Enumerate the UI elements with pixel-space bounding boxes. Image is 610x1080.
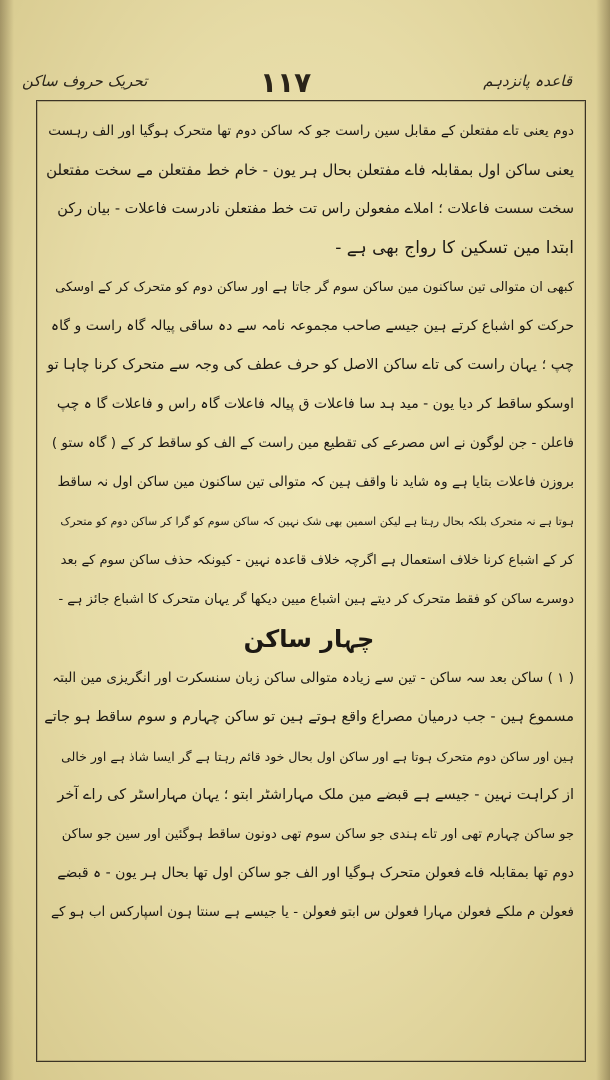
running-header-left: تحریک حروف ساکن (22, 72, 148, 90)
text-line: دوم تھا بمقابلہ فاے فعولن متحرک ہوگیا اور الف جو ساکن اول تھا بحال ہر یون - ہ قبضے (57, 865, 574, 881)
text-line: فاعلن - جن لوگون نے اس مصرعے کی تقطیع مین راست کے الف کو ساقط کر کے ( گاہ ستو ) (51, 435, 574, 451)
running-header-right: قاعدہ پانزدہم (483, 72, 572, 90)
text-line: سخت سست فاعلات ؛ املاے مفعولن راس تت خط مفتعلن نادرست فاعلات - بیان رکن (57, 201, 574, 217)
text-line: یعنی ساکن اول بمقابلہ فاے مفتعلن بحال ہر یون - خام خط مفتعلن مے سخت مفتعلن (46, 161, 574, 179)
body-text (44, 112, 574, 932)
text-line: ہین اور ساکن دوم متحرک ہوتا ہے اور ساکن اول بحال خود قائم رہتا ہے گر ایسا شاذ ہے اور خالی (61, 749, 574, 764)
text-line: چپ ؛ یہان راست کی تاے ساکن الاصل کو حرف عطف کی وجہ سے متحرک کرنا چاہا تو (47, 357, 574, 373)
text-line: دوم یعنی تاے مفتعلن کے مقابل سین راست جو کہ ساکن دوم تھا متحرک ہوگیا اور الف رہست (48, 123, 574, 139)
text-line: حرکت کو اشباع کرتے ہین جیسے صاحب مجموعہ نامہ سے دہ ساقی پیالہ گاہ راست و گاہ (50, 318, 574, 334)
text-line: بروزن فاعلات بتایا ہے وہ شاید نا واقف ہین کہ متوالی تین ساکنون مین ساکن اول نہ ساقط (57, 474, 574, 490)
page-edge-shadow-left (0, 0, 14, 1080)
page-edge-shadow-right (596, 0, 610, 1080)
text-line: جو ساکن چہارم تھی اور تاے ہندی جو ساکن سوم تھی دونون ساقط ہوگئین اور سین جو ساکن (61, 827, 574, 842)
text-line: از کراہت نہین - جیسے ہے قبضے مین ملک مہاراشٹر ابتو ؛ یہان مہاراسٹر کی راے آخر (57, 787, 574, 803)
text-line: ابتدا مین تسکین کا رواج بھی ہے - (335, 238, 574, 258)
text-line: فعولن م ملکے فعولن مہارا فعولن س ابتو فعولن - یا جیسے ہے سنتا ہون اسپارکس اب ہو کے (51, 904, 574, 920)
text-line: اوسکو ساقط کر دیا یون - مید ہد سا فاعلات ق پیالہ فاعلات گاہ راس و فاعلات گا ہ چپ (56, 396, 574, 412)
text-line: دوسرے ساکن کو فقط متحرک کر دیتے ہین اشباع میین دیکھا گر یہان متحرک کا اشباع جائز ہے - (58, 592, 574, 607)
text-line: کر کے اشباع کرنا خلاف استعمال ہے اگرچہ خلاف قاعدہ نہین - کیونکہ حذف ساکن سوم کے بعد (60, 553, 574, 568)
page-number: ۱۱۷ (260, 66, 312, 99)
text-line: کبھی ان متوالی تین ساکنون مین ساکن سوم گر جاتا ہے اور ساکن دوم کو متحرک کر کے اوسکی (55, 280, 574, 295)
text-line: ( ۱ ) ساکن بعد سہ ساکن - تین سے زیادہ متوالی ساکن زبان سنسکرت اور انگریزی مین البتہ (52, 670, 574, 686)
text-line: مسموع ہین - جب درمیان مصراع واقع ہوتے ہین تو ساکن چہارم و سوم ساقط ہو جاتے (44, 709, 574, 725)
section-heading: چہار ساکن (243, 625, 375, 653)
text-line: ہوتا ہے نہ متحرک بلکہ بحال رہتا ہے لیکن اسمین بھی شک نہین کہ ساکن سوم کو گرا کر ساکن دوم کو متحرک (60, 515, 574, 528)
